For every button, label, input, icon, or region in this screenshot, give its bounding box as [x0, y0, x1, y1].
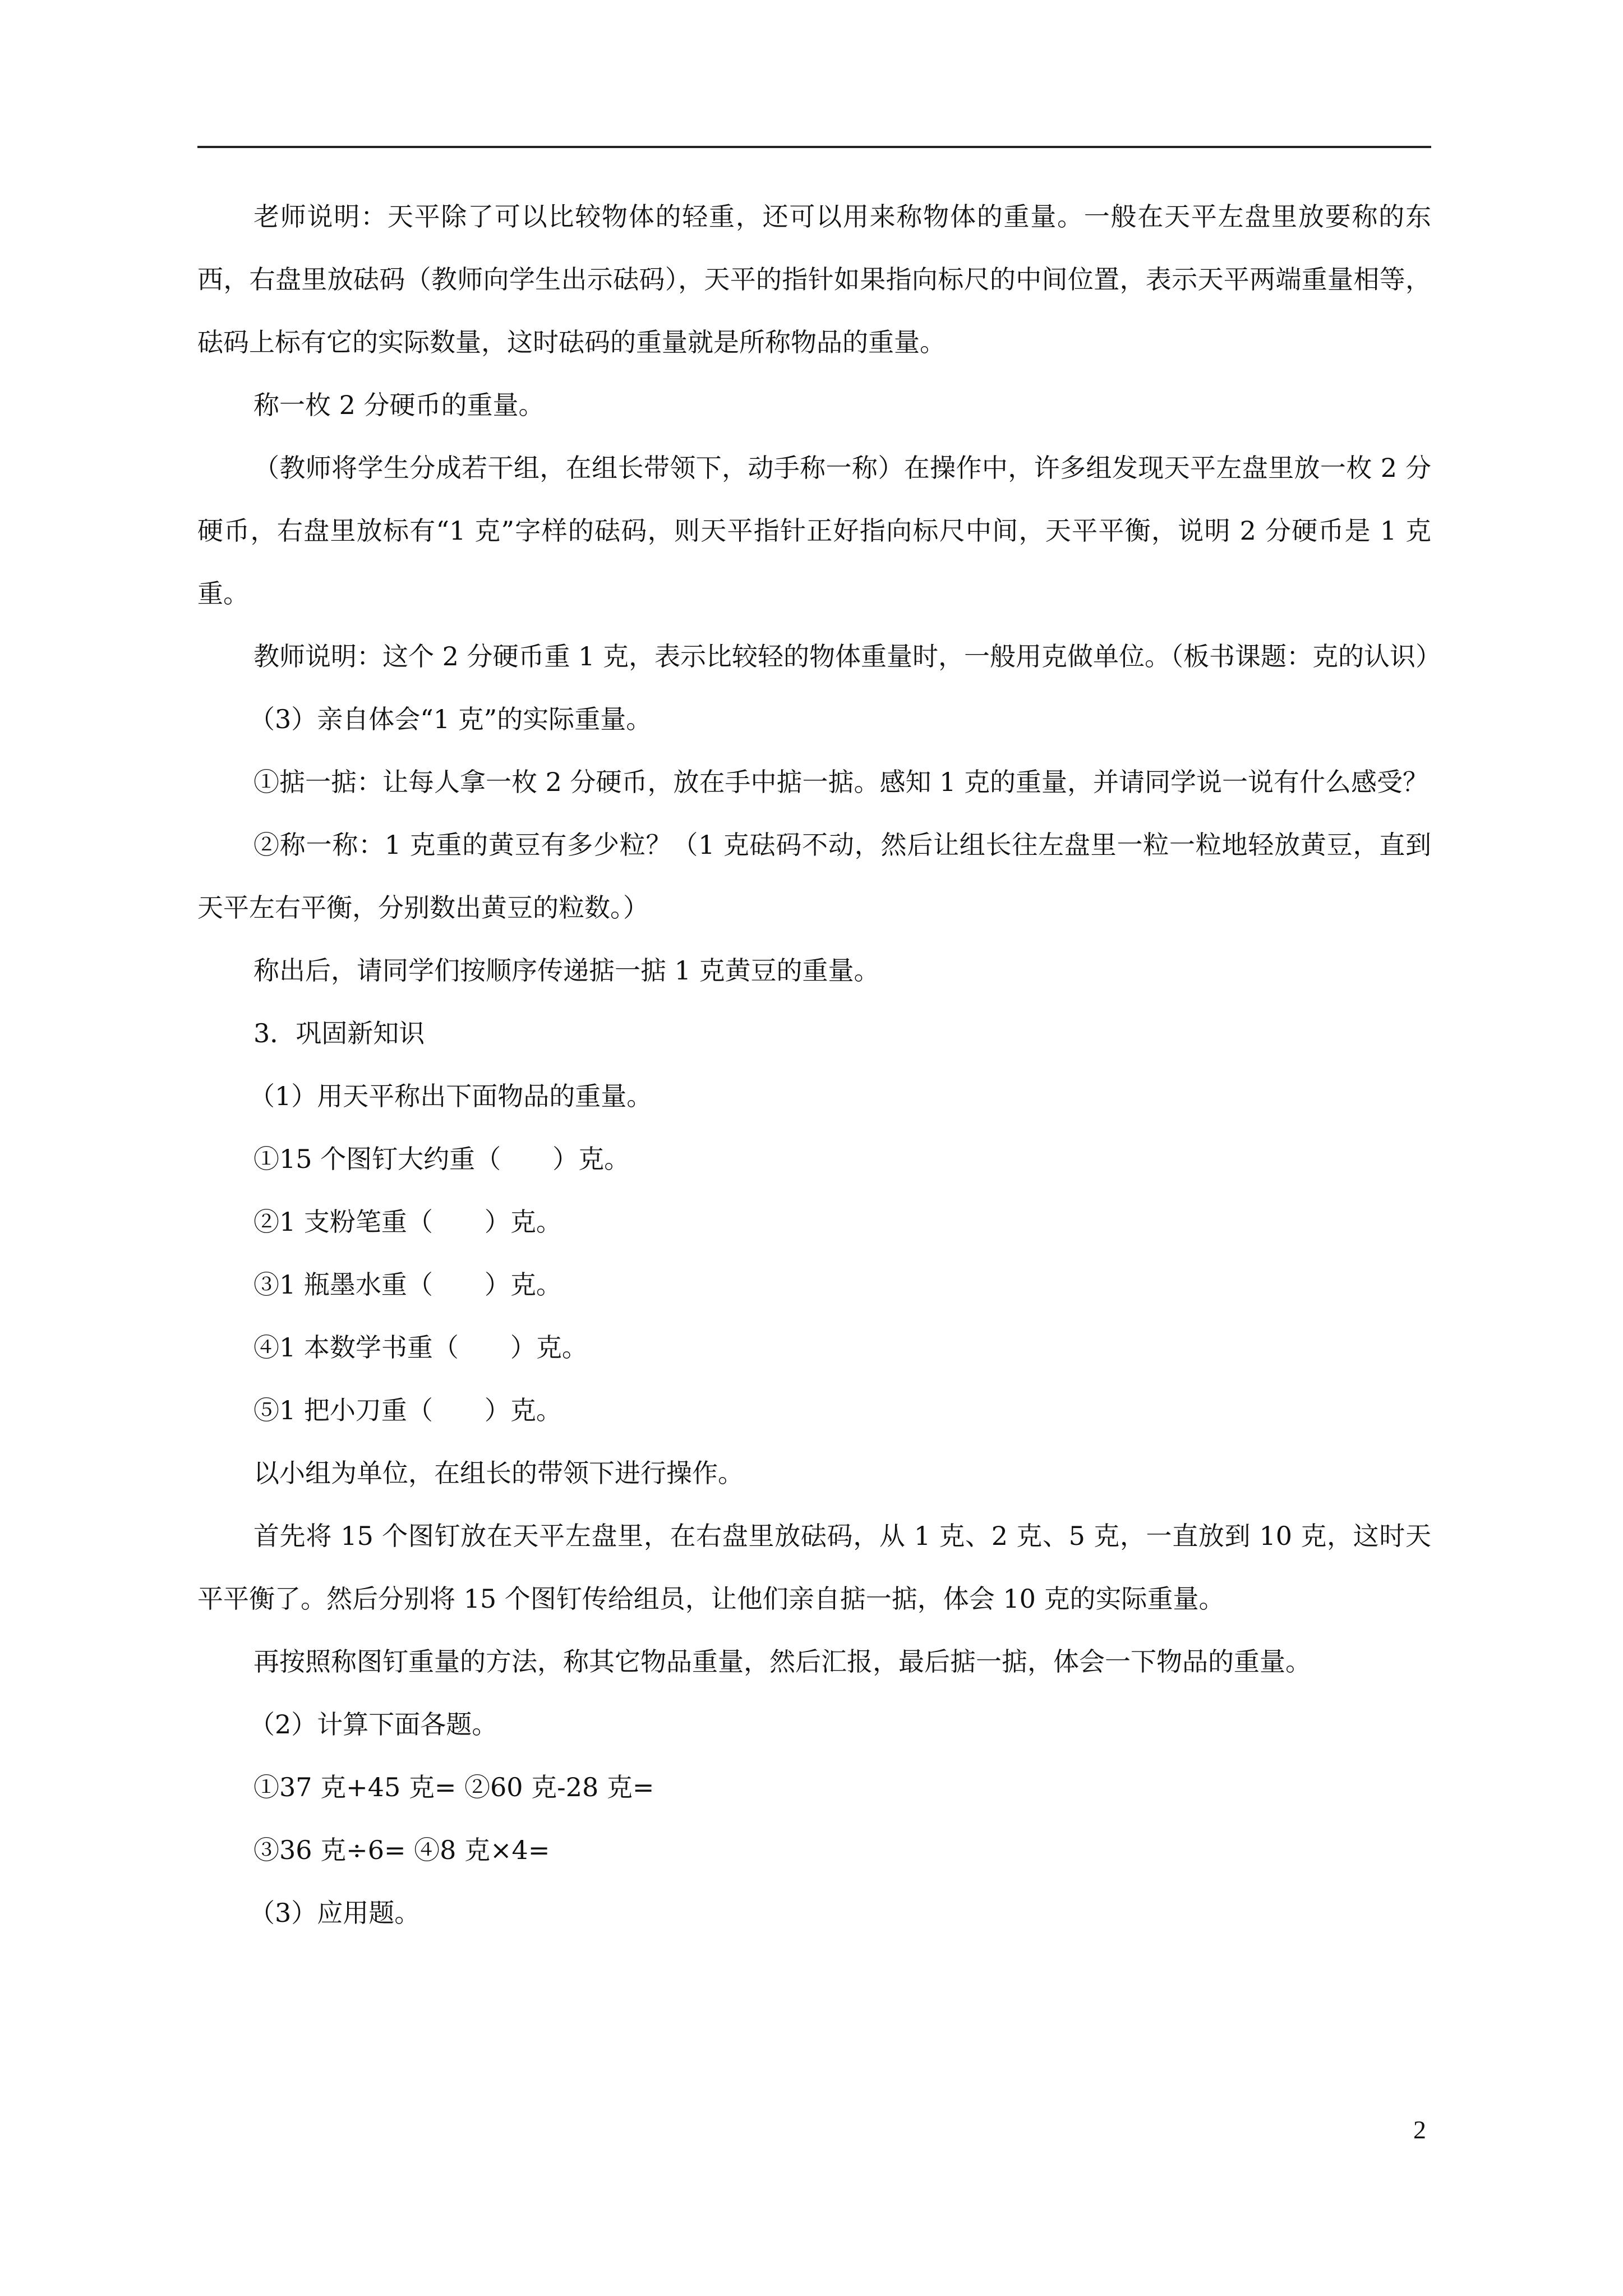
paragraph-item-2: ②称一称：1 克重的黄豆有多少粒？（1 克砝码不动，然后让组长往左盘里一粒一粒地轻放黄豆，直到天平左右平衡，分别数出黄豆的粒数。）: [197, 830, 1431, 923]
paragraph-group-activity: （教师将学生分成若干组，在组长带领下，动手称一称）在操作中，许多组发现天平左盘里放一枚 2 分硬币，右盘里放标有“1 克”字样的砝码，则天平指针正好指向标尺中间，天平平衡，说明 2 分硬币是 1 克重。: [197, 453, 1431, 609]
calc-row-1: ①37 克+45 克= ②60 克-28 克=: [253, 1772, 654, 1802]
header-rule: [197, 146, 1431, 148]
paragraph-repeat-method: 再按照称图钉重量的方法，称其它物品重量，然后汇报，最后掂一掂，体会一下物品的重量。: [253, 1646, 1311, 1677]
paragraph-teacher-explanation: 老师说明：天平除了可以比较物体的轻重，还可以用来称物体的重量。一般在天平左盘里放要称的东西，右盘里放砝码（教师向学生出示砝码），天平的指针如果指向标尺的中间位置，表示天平两端重量相等，砝码上标有它的实际数量，这时砝码的重量就是所称物品的重量。: [197, 201, 1431, 357]
paragraph-step-3: （3）亲自体会“1 克”的实际重量。: [249, 704, 652, 734]
list-item: ①15 个图钉大约重（ ）克。: [253, 1144, 630, 1174]
paragraph-teacher-explanation-2: 教师说明：这个 2 分硬币重 1 克，表示比较轻的物体重量时，一般用克做单位。（板书课题：克的认识）: [253, 641, 1442, 671]
paragraph-weigh-coin: 称一枚 2 分硬币的重量。: [253, 390, 545, 420]
section-heading-3: 3．巩固新知识: [253, 1018, 425, 1048]
list-item: ⑤1 把小刀重（ ）克。: [253, 1395, 562, 1425]
paragraph-exercise-3: （3）应用题。: [249, 1898, 421, 1928]
paragraph-procedure: 首先将 15 个图钉放在天平左盘里，在右盘里放砝码，从 1 克、2 克、5 克，一直放到 10 克，这时天平平衡了。然后分别将 15 个图钉传给组员，让他们亲自掂一掂，体会 10 克的实际重量。: [197, 1521, 1431, 1614]
list-item: ②1 支粉笔重（ ）克。: [253, 1207, 562, 1237]
paragraph-item-1: ①掂一掂：让每人拿一枚 2 分硬币，放在手中掂一掂。感知 1 克的重量，并请同学说一说有什么感受？: [253, 767, 1429, 797]
list-item: ④1 本数学书重（ ）克。: [253, 1332, 588, 1363]
document-body: [197, 185, 1442, 1944]
paragraph-after-weigh: 称出后，请同学们按顺序传递掂一掂 1 克黄豆的重量。: [253, 955, 880, 986]
paragraph-exercise-1: （1）用天平称出下面物品的重量。: [249, 1081, 653, 1111]
page-number: 2: [1413, 2115, 1426, 2144]
paragraph-group-work: 以小组为单位，在组长的带领下进行操作。: [253, 1458, 744, 1488]
calc-row-2: ③36 克÷6= ④8 克×4=: [253, 1835, 550, 1865]
paragraph-exercise-2: （2）计算下面各题。: [249, 1709, 498, 1740]
list-item: ③1 瓶墨水重（ ）克。: [253, 1269, 562, 1300]
